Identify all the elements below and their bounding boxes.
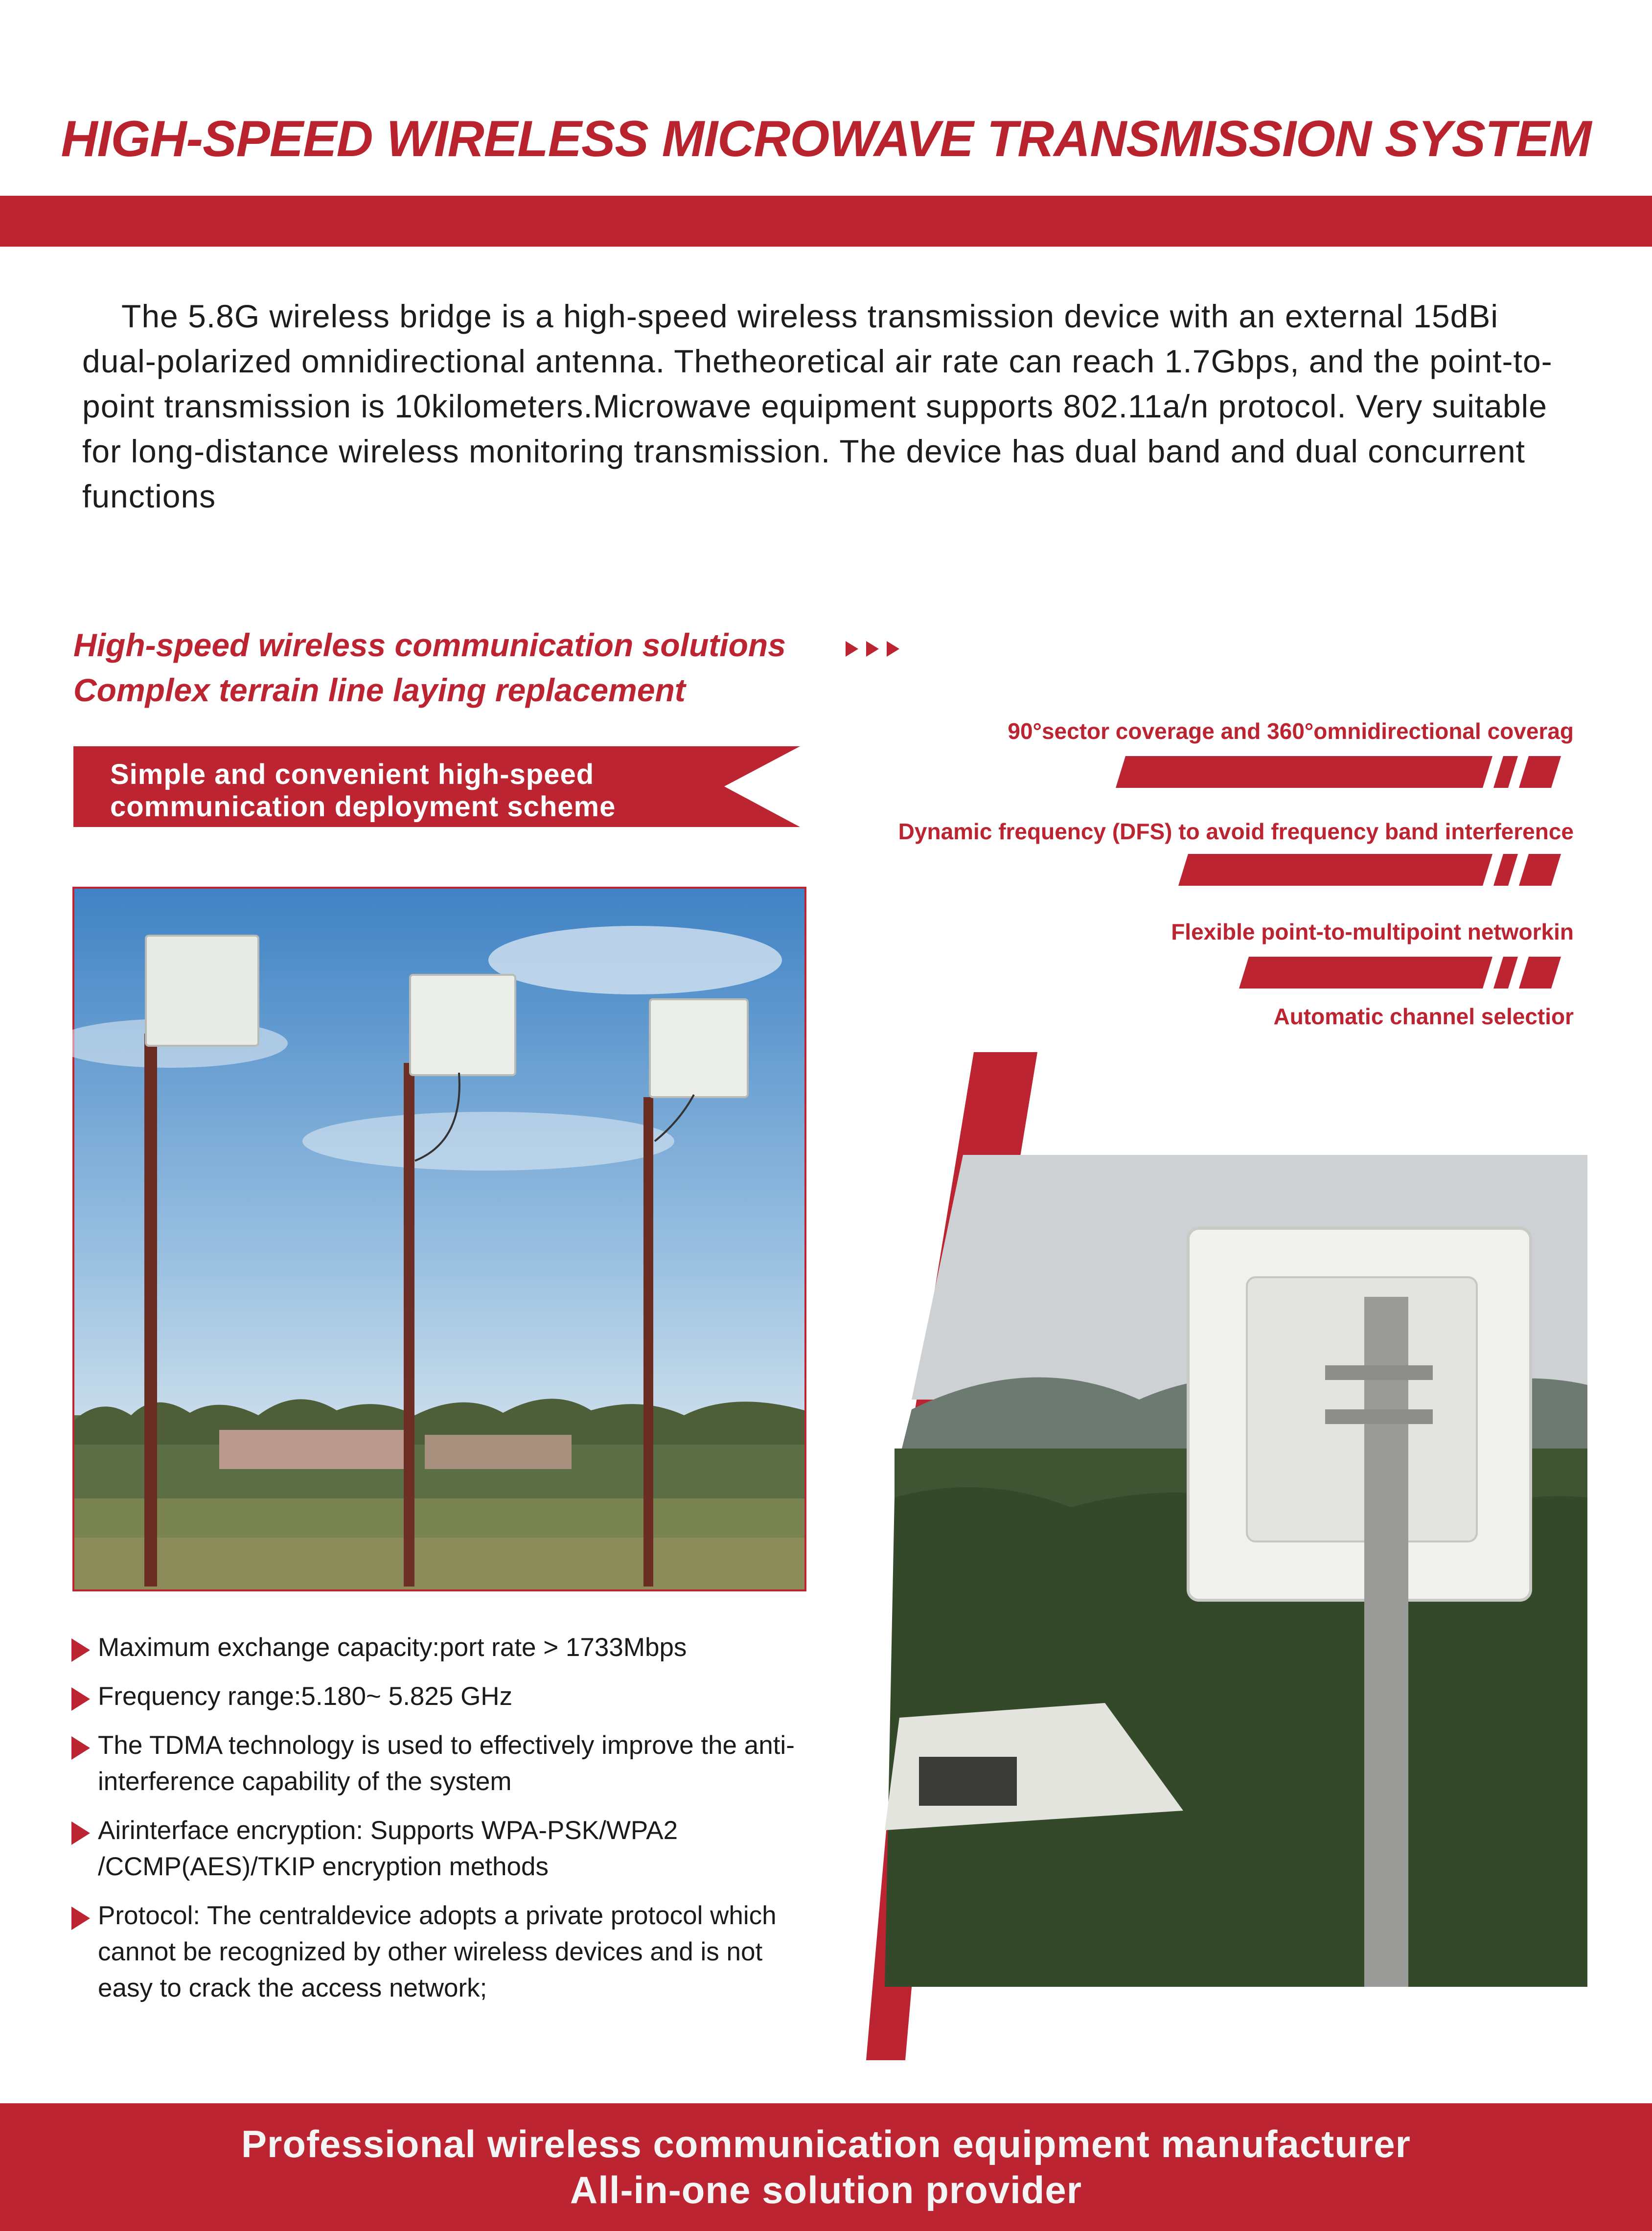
slogan-1: High-speed wireless communication solutions (73, 627, 786, 663)
antenna-poles-photo (72, 887, 806, 1591)
triple-arrow-icon (846, 641, 899, 657)
spec-item: The TDMA technology is used to effectively improve the anti-interference capability of the system (69, 1727, 842, 1800)
feature-1: 90°sector coverage and 360°omnidirectional coverag (1008, 718, 1574, 744)
intro-paragraph (82, 294, 1580, 519)
bullet-triangle-icon (71, 1821, 90, 1845)
spec-item: Maximum exchange capacity:port rate > 1733Mbps (69, 1630, 851, 1666)
antenna-closeup-photo (885, 1155, 1587, 1987)
bullet-triangle-icon (71, 1687, 90, 1711)
spec-item: Frequency range:5.180~ 5.825 GHz (69, 1679, 851, 1715)
banner-text (110, 759, 722, 823)
spec-list (69, 1630, 851, 2019)
banner-line-1: Simple and convenient high-speed (110, 759, 595, 790)
spec-item: Airinterface encryption: Supports WPA-PSK/WPA2 /CCMP(AES)/TKIP encryption methods (69, 1813, 783, 1885)
bullet-triangle-icon (71, 1736, 90, 1760)
feature-4: Automatic channel selectior (1273, 1004, 1574, 1029)
header-band (0, 196, 1652, 247)
feature-bar-3 (1239, 957, 1566, 989)
feature-2: Dynamic frequency (DFS) to avoid frequency band interference (898, 819, 1574, 844)
feature-3: Flexible point-to-multipoint networkin (1171, 919, 1574, 944)
footer-line-2: All-in-one solution provider (570, 2168, 1082, 2211)
slogan-2: Complex terrain line laying replacement (73, 672, 686, 708)
intro-text: The 5.8G wireless bridge is a high-speed wireless transmission device with an external 15dBi dual-polarized omnidirectional antenna. Thetheoretical air rate can reach 1.7Gbps, and the point-to-point transmission is 10kilometers.Microwave equipment supports 802.11a/n protocol. Very suitable for long-distance wireless monitoring transmission. The device has dual band and dual concurrent functions (82, 298, 1553, 514)
feature-bar-2 (1178, 854, 1566, 886)
footer-line-1: Professional wireless communication equipment manufacturer (241, 2122, 1411, 2165)
bullet-triangle-icon (71, 1638, 90, 1662)
banner-line-2: communication deployment scheme (110, 791, 616, 823)
feature-bar-1 (1116, 756, 1566, 788)
bullet-triangle-icon (71, 1907, 90, 1930)
spec-item: Protocol: The centraldevice adopts a private protocol which cannot be recognized by other wireless devices and is not easy to crack the access network; (69, 1898, 798, 2006)
page-title: HIGH-SPEED WIRELESS MICROWAVE TRANSMISSION SYSTEM (61, 111, 1591, 167)
